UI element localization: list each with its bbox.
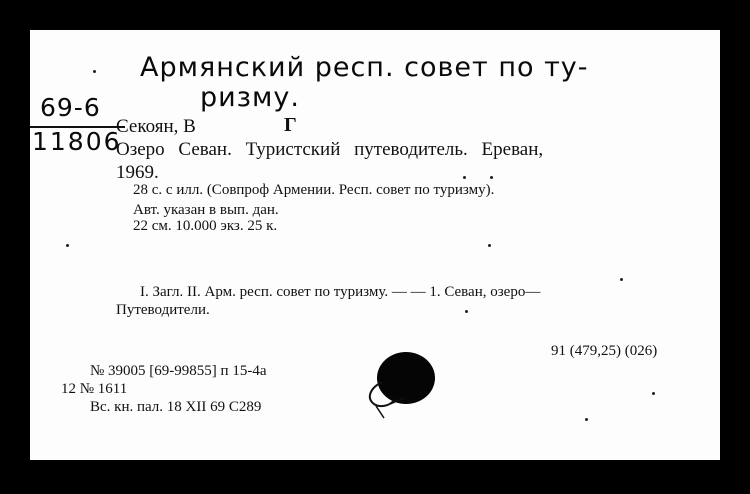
paper-speck bbox=[652, 392, 655, 395]
title-line: Озеро Севан. Туристский путеводитель. Ереван, bbox=[116, 139, 544, 160]
classification-index: 91 (479,25) (026) bbox=[551, 343, 658, 359]
author-note-line: Авт. указан в вып. дан. bbox=[133, 202, 279, 218]
handwritten-heading-line1: Армянский респ. совет по ту- bbox=[140, 52, 589, 83]
year-line: 1969. bbox=[116, 162, 159, 183]
format-line: 22 см. 10.000 экз. 25 к. bbox=[133, 218, 278, 234]
shelf-code-bottom: 11806 bbox=[32, 127, 122, 156]
registration-line1: № 39005 [69-99855] п 15-4а bbox=[90, 363, 267, 379]
subject-headings-line1: I. Загл. II. Арм. респ. совет по туризму. — — 1. Севан, озеро— bbox=[140, 284, 541, 300]
paper-speck bbox=[490, 176, 493, 179]
paper-speck bbox=[620, 278, 623, 281]
paper-speck bbox=[463, 176, 466, 179]
catalog-card bbox=[30, 30, 720, 460]
registration-line2: 12 № 1611 bbox=[61, 381, 128, 397]
author-name: Секоян, В bbox=[116, 116, 196, 137]
pagination-line: 28 с. с илл. (Совпроф Армении. Респ. совет по туризму). bbox=[133, 182, 495, 198]
paper-speck bbox=[488, 244, 491, 247]
paper-speck bbox=[465, 310, 468, 313]
paper-speck bbox=[585, 418, 588, 421]
handwritten-heading-line2: ризму. bbox=[200, 82, 300, 113]
subject-headings-line2: Путеводители. bbox=[116, 302, 210, 318]
paper-speck bbox=[93, 70, 96, 73]
registration-line3: Вс. кн. пал. 18 XII 69 С289 bbox=[90, 399, 262, 415]
author-initial-extra: Г bbox=[284, 114, 297, 136]
shelf-code-top: 69-6 bbox=[40, 93, 101, 122]
paper-speck bbox=[66, 244, 69, 247]
ink-smudge-mark bbox=[360, 378, 410, 420]
